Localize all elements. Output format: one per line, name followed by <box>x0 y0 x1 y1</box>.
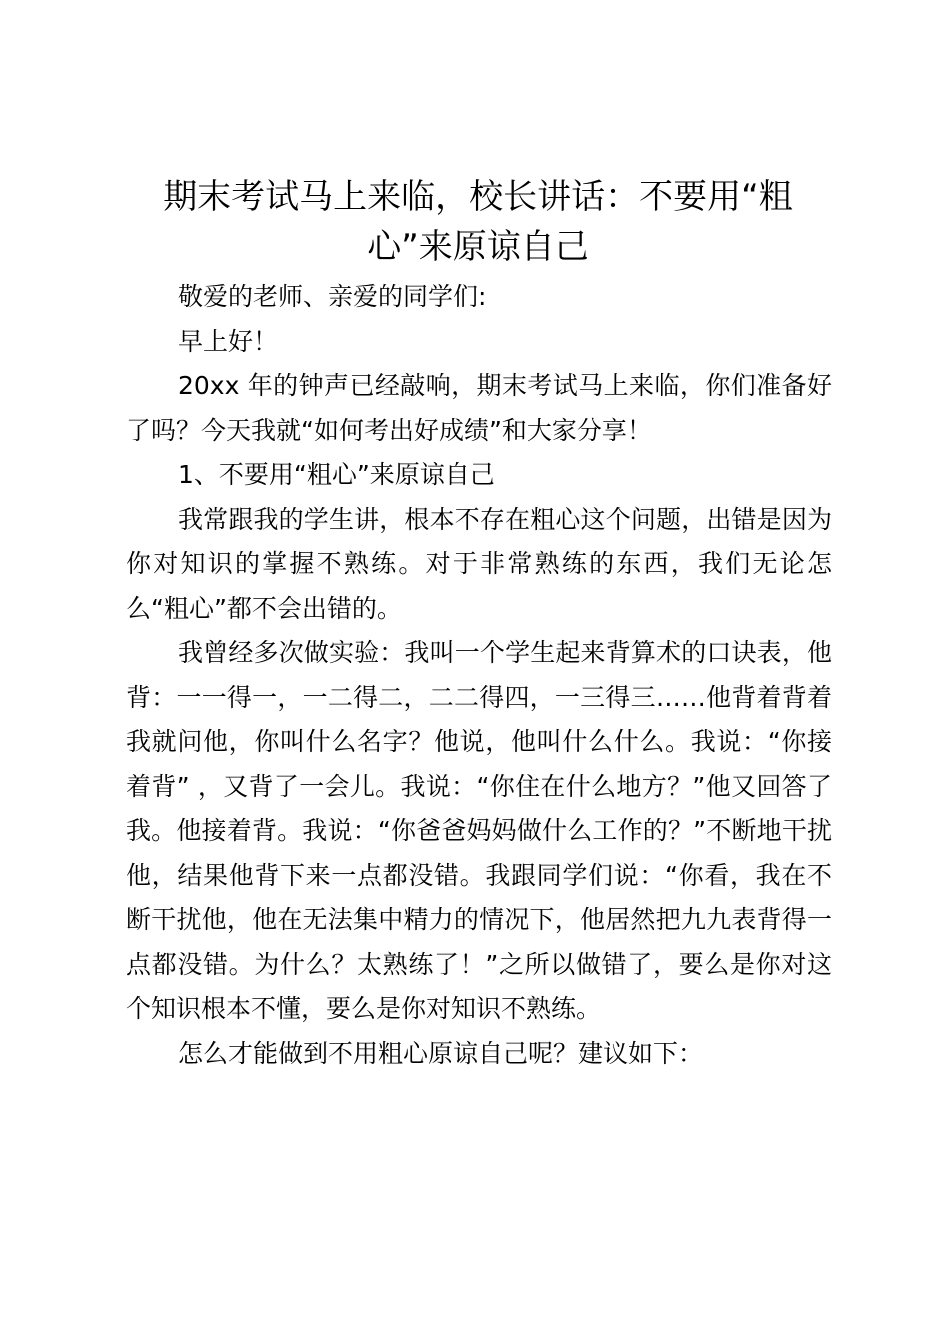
section-heading: 1、不要用“粗心”来原谅自己 <box>178 460 495 489</box>
intro-paragraph: 20xx 年的钟声已经敲响，期末考试马上来临，你们准备好了吗？今天我就“如何考出好成绩”和大家分享！ <box>126 371 832 445</box>
morning-paragraph: 早上好！ <box>178 326 279 356</box>
body-paragraph: 我常跟我的学生讲，根本不存在粗心这个问题，出错是因为你对知识的掌握不熟练。对于非常熟练的东西，我们无论怎么“粗心”都不会出错的。 <box>126 504 832 623</box>
body-paragraph: 怎么才能做到不用粗心原谅自己呢？建议如下： <box>178 1038 704 1068</box>
body-paragraph: 我曾经多次做实验：我叫一个学生起来背算术的口诀表，他背：一一得一，一二得二，二二得四，一三得三……他背着背着我就问他，你叫什么名字？他说，他叫什么什么。我说：“你接着背” ，又背了一会儿。我说：“你住在什么地方？”他又回答了我。他接着背。我说：“你爸爸妈妈做什么工作的？”不断地干扰他，结果他背下来一点都没错。我跟同学们说：“你看，我在不断干扰他，他在无法集中精力的情况下，他居然把九九表背得一点都没错。为什么？太熟练了！”之所以做错了，要么是你对这个知识根本不懂，要么是你对知识不熟练。 <box>126 638 832 1023</box>
greeting-paragraph: 敬爱的老师、亲爱的同学们: <box>178 282 487 311</box>
document-body <box>126 275 832 1076</box>
document-title: 期末考试马上来临，校长讲话：不要用“粗心”来原谅自己 <box>163 177 793 267</box>
